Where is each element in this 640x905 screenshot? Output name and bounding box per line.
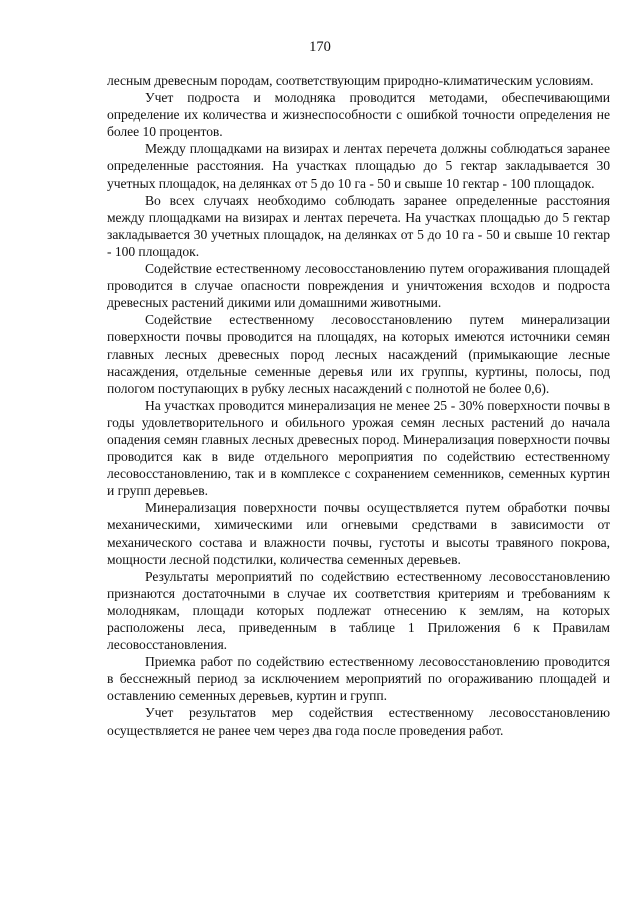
page-number: 170 <box>309 39 331 55</box>
paragraph: На участках проводится минерализация не менее 25 - 30% поверхности почвы в годы удовлетворительного и обильного урожая семян лесных растений до начала опадения семян главных лесных древесных пород. Минерализация поверхности почвы проводится как в виде отдельного мероприятия по содействию естественному лесовосстановлению, так и в комплексе с сохранением семенников, семенных куртин и групп деревьев. <box>107 397 610 499</box>
paragraph: Результаты мероприятий по содействию естественному лесовосстановлению признаются достаточными в случае их соответствия критериям и требованиям к молоднякам, площади которых подлежат отнесению к землям, на которых расположены леса, приведенным в таблице 1 Приложения 6 к Правилам лесовосстановления. <box>107 568 610 653</box>
paragraph: Приемка работ по содействию естественному лесовосстановлению проводится в бесснежный период за исключением мероприятий по огораживанию площадей и оставлению семенных деревьев, куртин и групп. <box>107 654 610 704</box>
paragraph: Содействие естественному лесовосстановлению путем огораживания площадей проводится в случае опасности повреждения и уничтожения всходов и подроста древесных растений дикими или домашними животными. <box>107 261 610 311</box>
paragraph: Во всех случаях необходимо соблюдать заранее определенные расстояния между площадками на визирах и лентах перечета. На участках площадью до 5 гектар закладывается 30 учетных площадок, на делянках от 5 до 10 га - 50 и свыше 10 гектар - 100 площадок. <box>107 192 610 259</box>
body-text <box>107 72 610 739</box>
paragraph: Минерализация поверхности почвы осуществляется путем обработки почвы механическими, химическими или огневыми средствами в зависимости от механического состава и влажности почвы, густоты и высоты травяного покрова, мощности лесной подстилки, количества семенных деревьев. <box>107 500 610 567</box>
paragraph: Содействие естественному лесовосстановлению путем минерализации поверхности почвы проводится на площадях, на которых имеются источники семян главных лесных древесных пород лесных насаждений (примыкающие лесные насаждения, отдельные семенные деревья или их группы, куртины, полосы, под пологом поступающих в рубку лесных насаждений с полнотой не более 0,6). <box>107 312 610 396</box>
paragraph: Между площадками на визирах и лентах перечета должны соблюдаться заранее определенные расстояния. На участках площадью до 5 гектар закладывается 30 учетных площадок, на делянках от 5 до 10 га - 50 и свыше 10 гектар - 100 площадок. <box>107 141 610 191</box>
paragraph: Учет подроста и молодняка проводится методами, обеспечивающими определение их количества и жизнеспособности с ошибкой точности определения не более 10 процентов. <box>107 90 610 140</box>
paragraph-continued: лесным древесным породам, соответствующим природно-климатическим условиям. <box>107 73 594 88</box>
paragraph: Учет результатов мер содействия естественному лесовосстановлению осуществляется не ранее чем через два года после проведения работ. <box>107 705 610 738</box>
